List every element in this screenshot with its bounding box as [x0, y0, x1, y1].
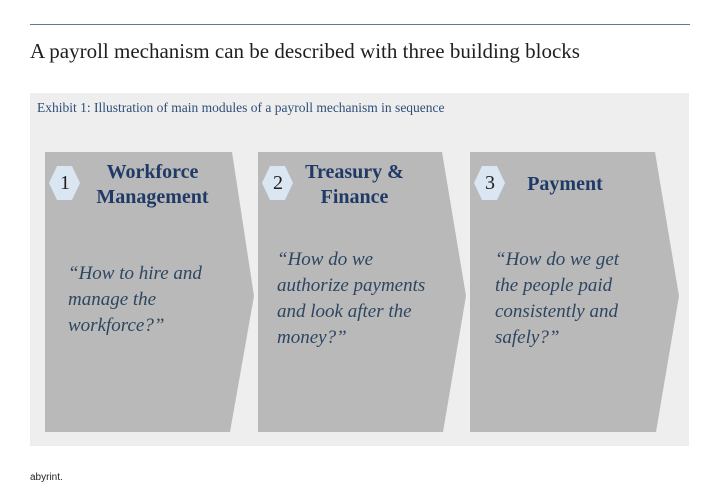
block-2-title	[282, 160, 427, 210]
block-1-quote-line: manage the	[68, 289, 157, 310]
block-3-quote-line: safely?”	[495, 327, 560, 348]
block-2-quote-line: “How do we	[277, 249, 374, 270]
block-3-quote-line: the people paid	[495, 275, 613, 296]
block-3-quote	[495, 247, 670, 351]
block-2-title-line: Treasury &	[305, 161, 404, 183]
block-1-number: 1	[60, 172, 70, 194]
block-1-quote	[68, 261, 248, 339]
block-2-quote	[277, 247, 462, 351]
block-3-title	[510, 172, 620, 197]
block-1-title	[60, 160, 245, 210]
block-1-title-line: Workforce	[106, 161, 199, 183]
block-2-title-line: Finance	[320, 186, 389, 208]
block-1-title-line: Management	[96, 186, 209, 208]
block-3-number: 3	[485, 172, 495, 194]
block-2-number: 2	[273, 172, 283, 194]
block-3-quote-line: consistently and	[495, 301, 618, 322]
block-2-quote-line: money?”	[277, 327, 347, 348]
block-1-quote-line: “How to hire and	[68, 263, 202, 284]
block-3-quote-line: “How do we get	[495, 249, 620, 270]
exhibit-caption: Exhibit 1: Illustration of main modules of a payroll mechanism in sequence	[37, 100, 445, 115]
block-3-title-line: Payment	[527, 173, 603, 195]
page-title: A payroll mechanism can be described with three building blocks	[30, 39, 580, 63]
block-2-quote-line: authorize payments	[277, 275, 426, 296]
block-2-quote-line: and look after the	[277, 301, 412, 322]
footer-logo: abyrint.	[30, 472, 63, 483]
block-1-quote-line: workforce?”	[68, 315, 165, 336]
